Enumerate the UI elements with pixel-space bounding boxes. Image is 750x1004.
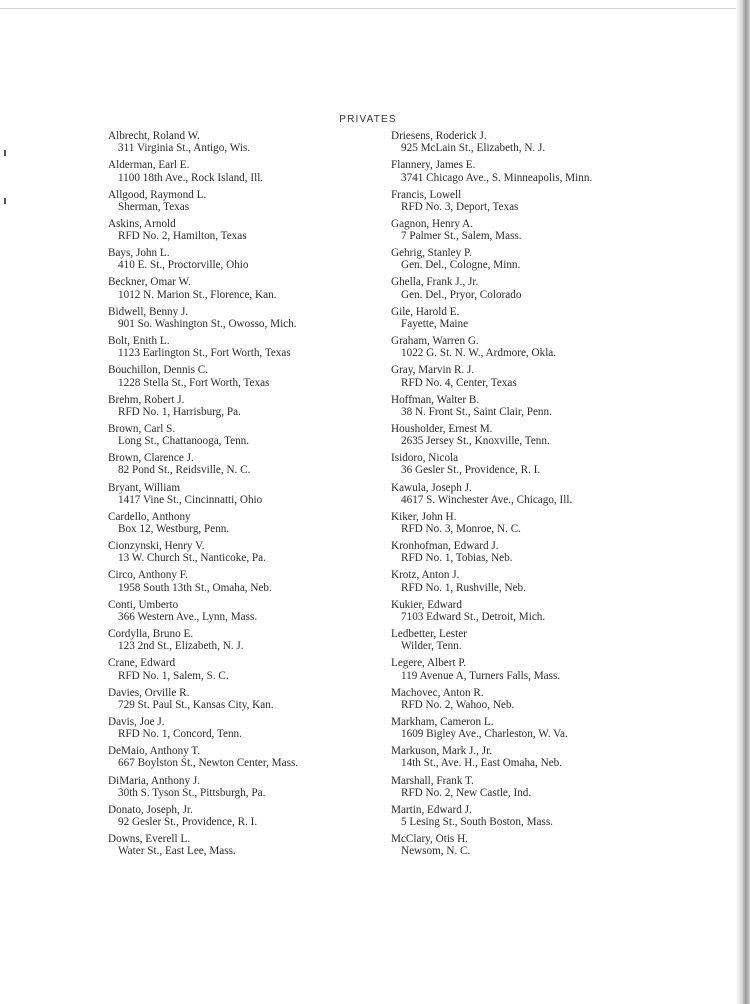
- person-address: 123 2nd St., Elizabeth, N. J.: [118, 640, 244, 653]
- person-address: 14th St., Ave. H., East Omaha, Neb.: [401, 757, 563, 770]
- person-address: 901 So. Washington St., Owosso, Mich.: [118, 317, 297, 330]
- person-name: Crane, Edward: [108, 657, 176, 670]
- page-edge-shadow: [736, 0, 750, 1004]
- person-address: 7103 Edward St., Detroit, Mich.: [401, 610, 546, 623]
- roster-entry: [391, 775, 592, 804]
- roster-entry: [391, 482, 592, 511]
- person-name: Kiker, John H.: [391, 510, 457, 523]
- roster-entry: [391, 423, 592, 452]
- person-name: Bryant, William: [108, 481, 181, 494]
- roster-entry: [108, 159, 298, 188]
- person-address: RFD No. 1, Harrisburg, Pa.: [118, 405, 241, 418]
- person-name: Marshall, Frank T.: [391, 774, 474, 787]
- person-address: 667 Boylston St., Newton Center, Mass.: [118, 757, 299, 770]
- roster-entry: [108, 189, 298, 218]
- person-address: 5 Lesing St., South Boston, Mass.: [401, 816, 553, 829]
- person-name: Bouchillon, Dennis C.: [108, 364, 209, 377]
- person-address: 925 McLain St., Elizabeth, N. J.: [401, 142, 546, 155]
- person-name: Downs, Everell L.: [108, 833, 191, 846]
- person-name: Askins, Arnold: [108, 217, 176, 230]
- person-address: Fayette, Maine: [401, 317, 469, 330]
- roster-entry: [391, 247, 592, 276]
- roster-entry: [391, 687, 592, 716]
- person-address: 311 Virginia St., Antigo, Wis.: [118, 142, 251, 155]
- roster-entry: [391, 540, 592, 569]
- roster-entry: [108, 716, 298, 745]
- section-heading: PRIVATES: [339, 114, 397, 125]
- person-name: Kukier, Edward: [391, 598, 463, 611]
- person-address: RFD No. 3, Monroe, N. C.: [401, 523, 521, 536]
- person-address: RFD No. 2, New Castle, Ind.: [401, 786, 532, 799]
- person-name: Bolt, Enith L.: [108, 335, 170, 348]
- person-address: 4617 S. Winchester Ave., Chicago, Ill.: [401, 493, 573, 506]
- roster-entry: [108, 745, 298, 774]
- person-address: RFD No. 1, Concord, Tenn.: [118, 728, 242, 741]
- person-name: Housholder, Ernest M.: [391, 422, 493, 435]
- right-column: [391, 130, 592, 862]
- person-address: 1012 N. Marion St., Florence, Kan.: [118, 288, 277, 301]
- roster-entry: [391, 189, 592, 218]
- person-address: Sherman, Texas: [118, 200, 190, 213]
- person-name: Gray, Marvin R. J.: [391, 364, 475, 377]
- person-address: 1022 G. St. N. W., Ardmore, Okla.: [401, 347, 557, 360]
- person-name: Martin, Edward J.: [391, 803, 472, 816]
- page-top-rule: [0, 8, 736, 9]
- roster-entry: [108, 482, 298, 511]
- person-name: Markham, Cameron L.: [391, 715, 494, 728]
- person-address: 729 St. Paul St., Kansas City, Kan.: [118, 698, 274, 711]
- person-address: RFD No. 4, Center, Texas: [401, 376, 517, 389]
- person-name: Circo, Anthony F.: [108, 569, 188, 582]
- person-address: 3741 Chicago Ave., S. Minneapolis, Minn.: [401, 171, 593, 184]
- roster-entry: [108, 687, 298, 716]
- roster-entry: [391, 364, 592, 393]
- person-name: Brehm, Robert J.: [108, 393, 185, 406]
- person-name: Cordylla, Bruno E.: [108, 628, 194, 641]
- roster-entry: [108, 218, 298, 247]
- roster-entry: [391, 452, 592, 481]
- roster-entry: [108, 364, 298, 393]
- roster-entry: [108, 804, 298, 833]
- roster-entry: [391, 335, 592, 364]
- roster-entry: [108, 511, 298, 540]
- roster-entry: [108, 628, 298, 657]
- person-name: Hoffman, Walter B.: [391, 393, 480, 406]
- person-address: 82 Pond St., Reidsville, N. C.: [118, 464, 251, 477]
- person-address: 36 Gesler St., Providence, R. I.: [401, 464, 541, 477]
- roster-entry: [108, 247, 298, 276]
- person-name: Flannery, James E.: [391, 159, 476, 172]
- person-name: Allgood, Raymond L.: [108, 188, 207, 201]
- person-name: Krotz, Anton J.: [391, 569, 460, 582]
- person-address: Newsom, N. C.: [401, 845, 471, 858]
- person-address: 366 Western Ave., Lynn, Mass.: [118, 610, 258, 623]
- roster-entry: [108, 394, 298, 423]
- roster-entry: [108, 423, 298, 452]
- roster-entry: [108, 569, 298, 598]
- person-address: RFD No. 1, Tobias, Neb.: [401, 552, 513, 565]
- margin-mark: [4, 198, 6, 204]
- person-address: 410 E. St., Proctorville, Ohio: [118, 259, 249, 272]
- roster-entry: [391, 657, 592, 686]
- person-name: DiMaria, Anthony J.: [108, 774, 200, 787]
- roster-entry: [108, 833, 298, 862]
- person-address: 1228 Stella St., Fort Worth, Texas: [118, 376, 270, 389]
- person-name: Bays, John L.: [108, 247, 170, 260]
- person-address: 7 Palmer St., Salem, Mass.: [401, 230, 522, 243]
- roster-entry: [391, 804, 592, 833]
- person-name: Francis, Lowell: [391, 188, 462, 201]
- person-name: Driesens, Roderick J.: [391, 130, 487, 142]
- person-name: Brown, Clarence J.: [108, 452, 194, 465]
- person-address: 38 N. Front St., Saint Clair, Penn.: [401, 405, 552, 418]
- person-name: Brown, Carl S.: [108, 422, 176, 435]
- person-name: Conti, Umberto: [108, 598, 179, 611]
- person-name: DeMaio, Anthony T.: [108, 745, 201, 758]
- person-name: Donato, Joseph, Jr.: [108, 803, 193, 816]
- person-name: Davis, Joe J.: [108, 715, 165, 728]
- person-address: RFD No. 2, Wahoo, Neb.: [401, 698, 515, 711]
- person-address: Long St., Chattanooga, Tenn.: [118, 435, 250, 448]
- person-name: Gehrig, Stanley P.: [391, 247, 472, 260]
- person-name: Beckner, Omar W.: [108, 276, 191, 289]
- roster-entry: [108, 130, 298, 159]
- roster-entry: [391, 628, 592, 657]
- roster-entry: [391, 511, 592, 540]
- person-name: Cionzynski, Henry V.: [108, 540, 205, 553]
- person-name: Kronhofman, Edward J.: [391, 540, 499, 553]
- person-name: Davies, Orville R.: [108, 686, 190, 699]
- roster-entry: [108, 276, 298, 305]
- person-name: McClary, Otis H.: [391, 833, 468, 846]
- person-address: RFD No. 1, Salem, S. C.: [118, 669, 229, 682]
- person-name: Bidwell, Benny J.: [108, 305, 189, 318]
- left-column: [108, 130, 298, 862]
- roster-entry: [391, 306, 592, 335]
- roster-entry: [108, 335, 298, 364]
- person-address: Wilder, Tenn.: [401, 640, 462, 653]
- person-name: Legere, Albert P.: [391, 657, 467, 670]
- person-name: Ledbetter, Lester: [391, 628, 467, 641]
- roster-entry: [108, 452, 298, 481]
- person-name: Ghella, Frank J., Jr.: [391, 276, 479, 289]
- person-name: Gile, Harold E.: [391, 305, 460, 318]
- person-address: Gen. Del., Pryor, Colorado: [401, 288, 522, 301]
- roster-entry: [391, 599, 592, 628]
- person-address: RFD No. 1, Rushville, Neb.: [401, 581, 526, 594]
- person-address: 13 W. Church St., Nanticoke, Pa.: [118, 552, 266, 565]
- roster-entry: [108, 540, 298, 569]
- roster-entry: [391, 833, 592, 862]
- person-address: 1100 18th Ave., Rock Island, Ill.: [118, 171, 264, 184]
- person-name: Kawula, Joseph J.: [391, 481, 472, 494]
- roster-entry: [391, 745, 592, 774]
- roster-entry: [391, 716, 592, 745]
- roster-entry: [391, 569, 592, 598]
- roster-entry: [108, 657, 298, 686]
- person-address: Gen. Del., Cologne, Minn.: [401, 259, 521, 272]
- person-name: Isidoro, Nicola: [391, 452, 459, 465]
- person-address: 119 Avenue A, Turners Falls, Mass.: [401, 669, 561, 682]
- person-name: Machovec, Anton R.: [391, 686, 484, 699]
- person-name: Albrecht, Roland W.: [108, 130, 200, 142]
- person-address: 1958 South 13th St., Omaha, Neb.: [118, 581, 272, 594]
- person-name: Cardello, Anthony: [108, 510, 191, 523]
- roster-entry: [108, 306, 298, 335]
- person-name: Gagnon, Henry A.: [391, 217, 474, 230]
- roster-entry: [108, 775, 298, 804]
- roster-entry: [391, 394, 592, 423]
- person-address: Water St., East Lee, Mass.: [118, 845, 236, 858]
- roster-entry: [391, 130, 592, 159]
- roster-entry: [391, 276, 592, 305]
- person-address: Box 12, Westburg, Penn.: [118, 523, 230, 536]
- person-address: 2635 Jersey St., Knoxville, Tenn.: [401, 435, 550, 448]
- roster-entry: [391, 159, 592, 188]
- person-address: 1123 Earlington St., Fort Worth, Texas: [118, 347, 291, 360]
- person-name: Alderman, Earl E.: [108, 159, 190, 172]
- person-address: 1609 Bigley Ave., Charleston, W. Va.: [401, 728, 568, 741]
- person-address: 92 Gesler St., Providence, R. I.: [118, 816, 258, 829]
- roster-entry: [391, 218, 592, 247]
- person-name: Markuson, Mark J., Jr.: [391, 745, 492, 758]
- person-address: RFD No. 2, Hamilton, Texas: [118, 230, 247, 243]
- roster-entry: [108, 599, 298, 628]
- margin-mark: [4, 150, 6, 156]
- person-address: 30th S. Tyson St., Pittsburgh, Pa.: [118, 786, 266, 799]
- person-address: RFD No. 3, Deport, Texas: [401, 200, 519, 213]
- person-address: 1417 Vine St., Cincinnatti, Ohio: [118, 493, 263, 506]
- person-name: Graham, Warren G.: [391, 335, 479, 348]
